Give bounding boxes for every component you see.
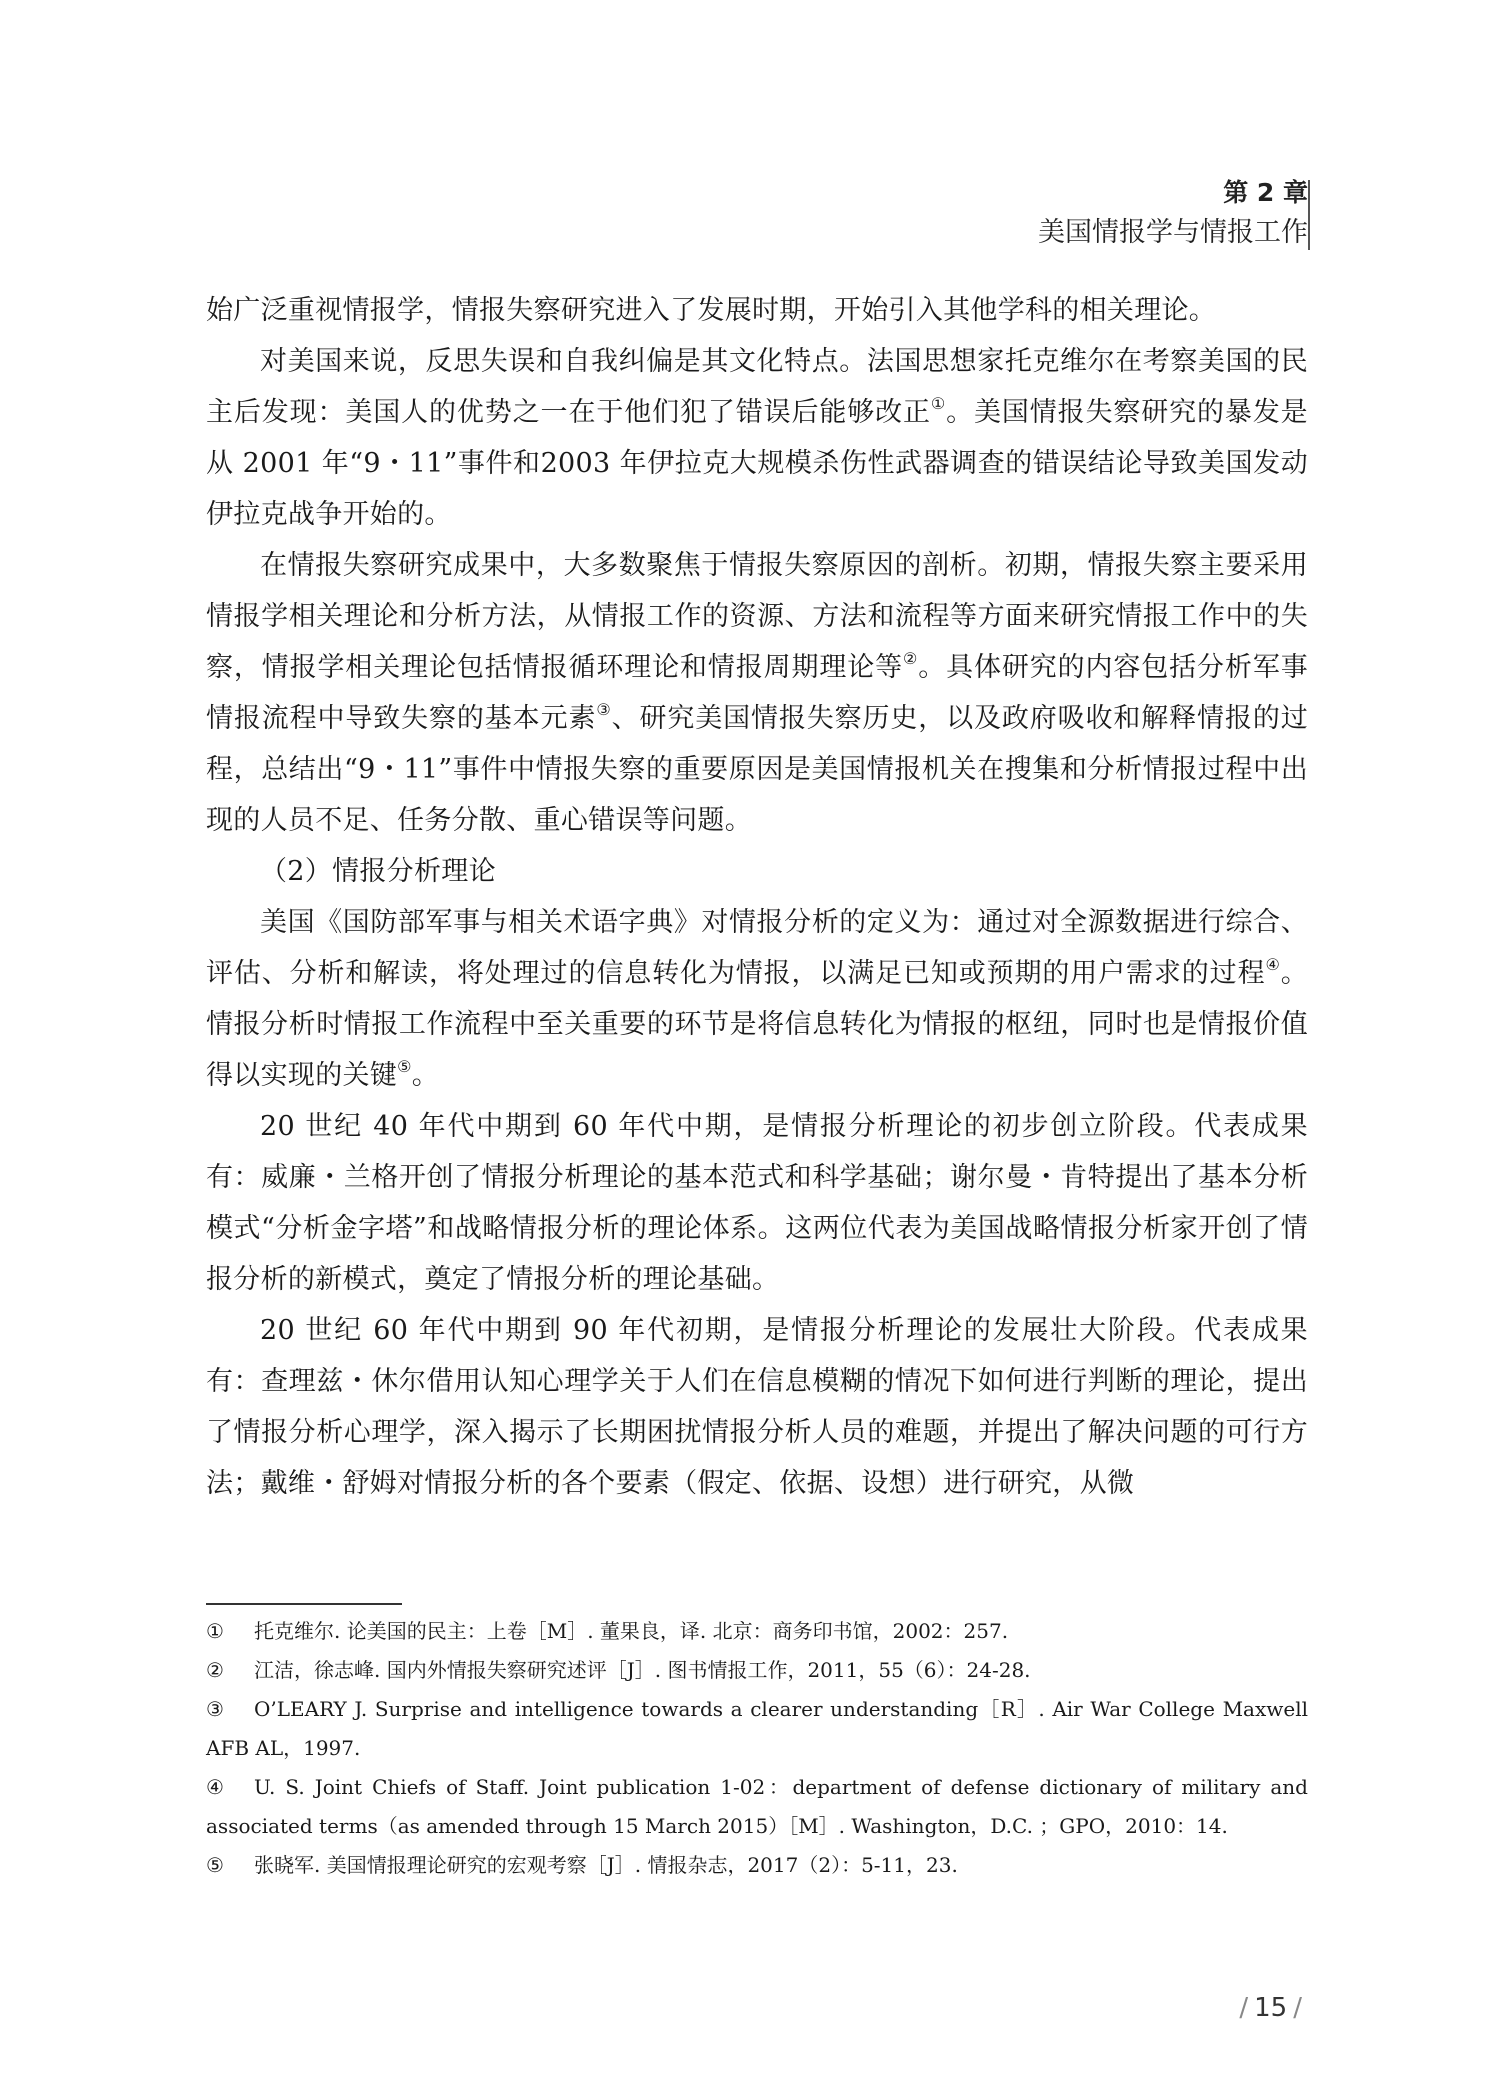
paragraph-text: 20 世纪 40 年代中期到 60 年代中期，是情报分析理论的初步创立阶段。代表成果有：威廉・兰格开创了情报分析理论的基本范式和科学基础；谢尔曼・肯特提出了基本分析模式“分析金字塔”和战略情报分析的理论体系。这两位代表为美国战略情报分析家开创了情报分析的新模式，奠定了情报分析的理论基础。	[206, 1111, 1308, 1295]
paragraph-text: 、研究美国情报失察历史，以及政府吸收和解释情报的过程，总结出“9・11”事件中情报失察的重要原因是美国情报机关在搜集和分析情报过程中出现的人员不足、任务分散、重心错误等问题。	[206, 703, 1308, 836]
body-text	[206, 285, 1308, 1509]
footnote-text: 托克维尔. 论美国的民主：上卷［M］. 董果良，译. 北京：商务印书馆，2002：257.	[254, 1619, 1009, 1643]
footnote	[206, 1768, 1308, 1846]
paragraph-text: 。美国情报失察研究的暴发是从 2001 年“9・11”事件和2003 年伊拉克大规模杀伤性武器调查的错误结论导致美国发动伊拉克战争开始的。	[206, 397, 1308, 530]
page-number-slash-left: /	[1239, 1993, 1249, 2023]
paragraph	[206, 846, 1308, 897]
paragraph	[206, 285, 1308, 336]
footnote-divider	[206, 1603, 402, 1605]
footnote-text: O’LEARY J. Surprise and intelligence towards a clearer understanding［R］. Air War College Maxwell AFB AL，1997.	[206, 1697, 1308, 1760]
paragraph-text: 对美国来说，反思失误和自我纠偏是其文化特点。法国思想家托克维尔在考察美国的民主后发现：美国人的优势之一在于他们犯了错误后能够改正	[206, 346, 1308, 428]
footnote-text: U. S. Joint Chiefs of Staff. Joint publication 1-02：department of defense dictionary of military and associated terms（as amended through 15 March 2015）［M］. Washington，D.C. ；GPO，2010：14.	[206, 1775, 1308, 1838]
page-number	[1233, 1993, 1308, 2023]
paragraph-text: 美国《国防部军事与相关术语字典》对情报分析的定义为：通过对全源数据进行综合、评估、分析和解读，将处理过的信息转化为情报，以满足已知或预期的用户需求的过程	[206, 907, 1308, 989]
paragraph	[206, 540, 1308, 846]
page-number-value: 15	[1254, 1993, 1288, 2023]
page-number-slash-right: /	[1293, 1993, 1302, 2023]
footnote-ref: ⑤	[397, 1057, 412, 1076]
footnote	[206, 1612, 1308, 1651]
paragraph-text: 20 世纪 60 年代中期到 90 年代初期，是情报分析理论的发展壮大阶段。代表成果有：查理兹・休尔借用认知心理学关于人们在信息模糊的情况下如何进行判断的理论，提出了情报分析心理学，深入揭示了长期困扰情报分析人员的难题，并提出了解决问题的可行方法；戴维・舒姆对情报分析的各个要素（假定、依据、设想）进行研究，从微	[206, 1315, 1308, 1499]
paragraph	[206, 897, 1308, 1101]
footnote	[206, 1690, 1308, 1768]
footnotes	[206, 1612, 1308, 1885]
paragraph-text: 在情报失察研究成果中，大多数聚焦于情报失察原因的剖析。初期，情报失察主要采用情报学相关理论和分析方法，从情报工作的资源、方法和流程等方面来研究情报工作中的失察，情报学相关理论包括情报循环理论和情报周期理论等	[206, 550, 1308, 683]
footnote-mark: ⑤	[206, 1853, 224, 1877]
footnote-ref: ①	[930, 394, 947, 413]
footnote-text: 张晓军. 美国情报理论研究的宏观考察［J］. 情报杂志，2017（2）：5-11，23.	[254, 1853, 958, 1877]
paragraph	[206, 1305, 1308, 1509]
footnote-mark: ①	[206, 1619, 224, 1643]
footnote-ref: ④	[1265, 955, 1281, 974]
footnote-mark: ③	[206, 1697, 224, 1721]
footnote	[206, 1651, 1308, 1690]
chapter-number: 第 2 章	[1223, 178, 1308, 207]
paragraph-text: 。情报分析时情报工作流程中至关重要的环节是将信息转化为情报的枢纽，同时也是情报价值得以实现的关键	[206, 958, 1308, 1091]
paragraph	[206, 1101, 1308, 1305]
header-divider	[1308, 180, 1310, 250]
footnote-mark: ④	[206, 1775, 224, 1799]
paragraph-text: （2）情报分析理论	[260, 856, 496, 887]
paragraph-text: 。具体研究的内容包括分析军事情报流程中导致失察的基本元素	[206, 652, 1308, 734]
running-header	[608, 176, 1308, 252]
footnote-text: 江洁，徐志峰. 国内外情报失察研究述评［J］. 图书情报工作，2011，55（6）：24-28.	[254, 1658, 1031, 1682]
chapter-title: 美国情报学与情报工作	[1038, 217, 1308, 248]
paragraph-text: 始广泛重视情报学，情报失察研究进入了发展时期，开始引入其他学科的相关理论。	[206, 295, 1217, 326]
footnote-ref: ③	[596, 700, 612, 719]
paragraph-text: 。	[411, 1060, 440, 1091]
paragraph	[206, 336, 1308, 540]
footnote-ref: ②	[903, 649, 919, 668]
footnote	[206, 1846, 1308, 1885]
footnote-mark: ②	[206, 1658, 224, 1682]
